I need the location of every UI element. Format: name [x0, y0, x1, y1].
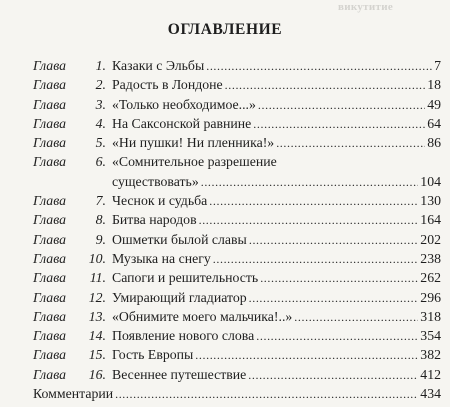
dot-leader: [195, 345, 418, 365]
chapter-title: Музыка на снегу: [112, 250, 211, 266]
chapter-title: На Саксонской равнине: [112, 115, 252, 131]
page-number: 382: [420, 347, 441, 363]
chapter-title: Радость в Лондоне: [112, 77, 223, 93]
toc-entry: [33, 114, 441, 133]
toc-entry: [33, 75, 441, 94]
toc-entry: [33, 307, 441, 326]
chapter-title: Казаки с Эльбы: [112, 58, 205, 73]
chapter-label: Глава: [33, 231, 66, 247]
chapter-title: «Только необходимое...»: [112, 96, 256, 112]
chapter-number: 6.: [95, 154, 106, 170]
chapter-number: 16.: [88, 366, 106, 382]
chapter-label: Глава: [33, 135, 66, 151]
chapter-title-line-1: «Сомнительное разрешение: [112, 154, 277, 170]
page-number: 262: [420, 270, 441, 286]
dot-leader: [253, 114, 425, 134]
toc-entry: [33, 230, 441, 249]
toc-entry: [33, 210, 441, 229]
chapter-number: 12.: [88, 289, 106, 305]
toc-entry-comments: [33, 384, 441, 403]
toc-entry: [33, 95, 441, 114]
page-number: 104: [420, 173, 441, 189]
table-of-contents: [33, 56, 441, 403]
dot-leader: [260, 268, 418, 288]
chapter-title: Ошметки былой славы: [112, 231, 247, 247]
dot-leader: [248, 365, 418, 385]
chapter-label: Глава: [33, 154, 66, 170]
chapter-label: Глава: [33, 328, 66, 344]
toc-entry: [33, 152, 441, 191]
chapter-number: 10.: [88, 250, 106, 266]
chapter-title-line-2: существовать»: [112, 173, 199, 189]
chapter-label: Глава: [33, 212, 66, 228]
chapter-number: 5.: [95, 135, 106, 151]
toc-entry: [33, 288, 441, 307]
comments-title: Комментарии: [33, 386, 114, 402]
dot-leader: [199, 210, 419, 230]
dot-leader: [225, 75, 426, 95]
dot-leader: [258, 95, 425, 115]
dot-leader: [294, 307, 418, 327]
chapter-number: 4.: [95, 115, 106, 131]
chapter-title: Чеснок и судьба: [112, 193, 208, 209]
toc-entry: [33, 365, 441, 384]
toc-entry: [33, 326, 441, 345]
dot-leader: [276, 133, 425, 153]
page-number: 296: [420, 289, 441, 305]
chapter-number: 8.: [95, 212, 106, 228]
bleed-through-text: викутитие: [338, 1, 394, 13]
chapter-number: 15.: [88, 347, 106, 363]
page-number: 354: [420, 328, 441, 344]
chapter-number: 2.: [95, 77, 106, 93]
page-number: 238: [420, 250, 441, 266]
chapter-label: Глава: [33, 289, 66, 305]
page-number: 412: [420, 366, 441, 382]
page-number: 49: [427, 96, 441, 112]
chapter-label: Глава: [33, 366, 66, 382]
page-number: 164: [420, 212, 441, 228]
page-number: 18: [427, 77, 441, 93]
chapter-label: Глава: [33, 77, 66, 93]
toc-entry: [33, 249, 441, 268]
dot-leader: [256, 326, 418, 346]
chapter-label: Глава: [33, 193, 66, 209]
chapter-label: Глава: [33, 270, 66, 286]
toc-entry: [33, 56, 441, 75]
page-title: ОГЛАВЛЕНИЕ: [167, 21, 283, 38]
page-number: 7: [434, 58, 441, 73]
chapter-title: Битва народов: [112, 212, 197, 228]
toc-entry: [33, 133, 441, 152]
chapter-title: Появление нового слова: [112, 328, 255, 344]
page-number: 130: [420, 193, 441, 209]
chapter-title: Гость Европы: [112, 347, 194, 363]
chapter-title: Весеннее путешествие: [112, 366, 247, 382]
chapter-number: 7.: [95, 193, 106, 209]
page-number: 434: [420, 386, 441, 402]
dot-leader: [206, 56, 432, 76]
dot-leader: [209, 191, 418, 211]
dot-leader: [249, 288, 419, 308]
chapter-title: Умирающий гладиатор: [112, 289, 247, 305]
page-number: 86: [427, 135, 441, 151]
chapter-label: Глава: [33, 308, 66, 324]
dot-leader: [249, 230, 418, 250]
dot-leader: [115, 384, 418, 404]
chapter-label: Глава: [33, 115, 66, 131]
page-number: 64: [427, 115, 441, 131]
chapter-number: 3.: [95, 96, 106, 112]
chapter-number: 9.: [95, 231, 106, 247]
chapter-number: 14.: [88, 328, 106, 344]
chapter-number: 13.: [88, 308, 106, 324]
dot-leader: [213, 249, 419, 269]
dot-leader: [201, 172, 419, 192]
chapter-label: Глава: [33, 250, 66, 266]
chapter-title: Сапоги и решительность: [112, 270, 259, 286]
toc-entry: [33, 268, 441, 287]
chapter-number: 1.: [95, 58, 106, 73]
chapter-number: 11.: [89, 270, 106, 286]
chapter-label: Глава: [33, 58, 66, 73]
chapter-label: Глава: [33, 96, 66, 112]
toc-entry: [33, 345, 441, 364]
chapter-title: «Обнимите моего мальчика!..»: [112, 308, 293, 324]
chapter-label: Глава: [33, 347, 66, 363]
page-number: 202: [420, 231, 441, 247]
page-number: 318: [420, 308, 441, 324]
toc-entry: [33, 191, 441, 210]
chapter-title: «Ни пушки! Ни пленника!»: [112, 135, 275, 151]
